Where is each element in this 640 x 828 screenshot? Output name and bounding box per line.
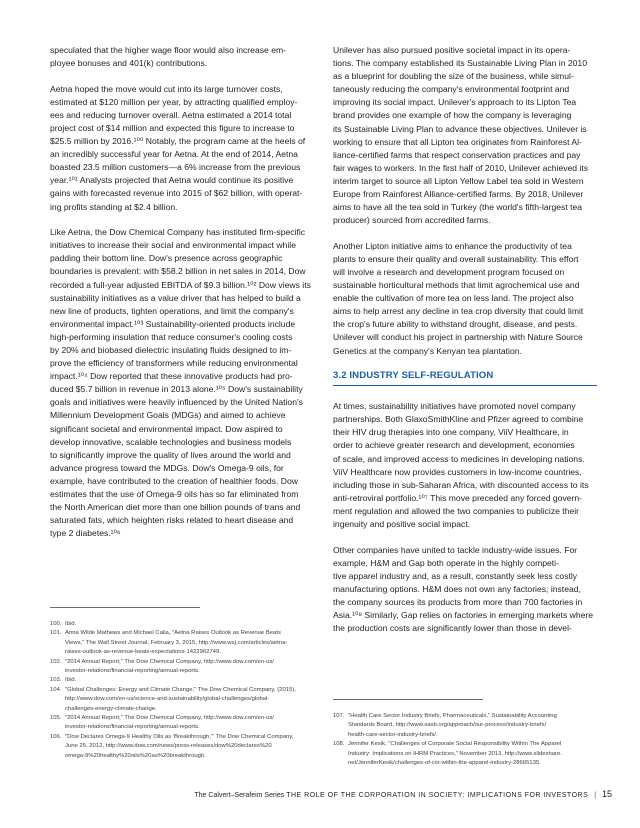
footnote [50,658,314,677]
footnote-text: "Health Care Sector Industry Briefs, Pharmaceuticals," Sustainability Accounting Standards Board, http://www.sasb.org/approach/our-process/industry-briefs/ health-care-sector-industry-briefs/. [348,713,557,738]
footnote [50,629,314,657]
footnote [50,733,314,761]
footnote-divider [50,607,200,608]
page-number: 15 [601,789,612,799]
footnote-text: "2014 Annual Report," The Dow Chemical Company, http://www.dow.com/en-us/ investor-relations/financial-reporting/annual-reports. [65,658,274,675]
footnote-divider [333,699,483,700]
footnote-number: 100. [50,621,62,627]
footnote-number: 102. [50,658,62,665]
body-paragraph: speculated that the higher wage floor would also increase em- ployee bonuses and 401(k) contributions. [50,45,286,69]
footnote [50,686,314,714]
footnote-text: Anna Wilde Mathews and Michael Calia, "Aetna Raises Outlook as Revenue Beats Views," The Wall Street Journal, February 3, 2015, http://www.wsj.com/articles/aetna- raises-outlook-as-revenue-beats-expectations-1422962749. [65,630,288,656]
section-heading: 3.2 INDUSTRY SELF-REGULATION [333,370,494,382]
footer-title: THE ROLE OF THE CORPORATION IN SOCIETY: IMPLICATIONS FOR INVESTORS [286,792,589,799]
footnote-number: 103. [50,677,62,684]
right-column [333,44,597,648]
page-footer [194,789,612,799]
footnote-text: "2014 Annual Report," The Dow Chemical Company, http://www.dow.com/en-us/ investor-relations/financial-reporting/annual-reports. [65,715,274,731]
section-heading-rule [333,385,597,386]
footnote [333,740,597,768]
left-footnotes [50,607,314,761]
footnote-text: "Dow Declares Omega-9 Healthy Oils as 'Breakthrough,'" The Dow Chemical Company, June 25, 2012, http://www.dow.com/news/press-releases/dow%20declares%20 omega-9%20healthy%20oils%20as%20breakthrough. [65,733,294,759]
footnote [50,620,314,629]
footnote-text: Ibid. [65,621,77,627]
footer-series: The Calvert–Serafeim Series [194,792,285,799]
footnote-text: "Global Challenges: Energy and Climate Change," The Dow Chemical Company, (2015), http://www.dow.com/en-us/science-and-sustainability/global-challenges/global- challenges-energy-climate-change. [65,686,296,712]
body-paragraph: Other companies have united to tackle industry-wide issues. For example, H&M and Gap both operate in the highly competi- tive apparel industry and, as a result, constantly seek less costly manufacturing options. H&M does not own any factories; instead, the company sources its products from more than 700 factories in Asia.¹⁰⁸ Similarly, Gap relies on factories in emerging markets where the production costs are significantly lower than those in devel- [333,544,594,634]
footnote [50,714,314,733]
footnote-number: 101. [50,630,62,637]
right-footnotes [333,699,597,768]
footnote-number: 105. [50,715,62,722]
body-paragraph: At times, sustainability initiatives have promoted novel company partnerships. Both GlaxoSmithKline and Pfizer agreed to combine their HIV drug therapies into one company, ViiV Healthcare, in order to achieve greater research and development, economies of scale, and improved access to medicines in developing nations. ViiV Healthcare now provides customers in low-income countries, including those in sub-Saharan Africa, with discounted access to its anti-retroviral portfolio.¹⁰⁷ This move preceded any forced govern- ment regulation and allowed the two companies to publicize their ingenuity and positive social impact. [333,401,589,529]
footnote-number: 107. [333,713,345,719]
body-paragraph: Unilever has also pursued positive societal impact in its opera- tions. The company established its Sustainable Living Plan in 2010 as a blueprint for doubling the size of the business, while simul- taneously reducing the company's environmental footprint and improving its social impact. Unilever's approach to its Lipton Tea brand provides one example of how the company is leveraging its Sustainable Living Plan to advance these objectives. Unilever is working to ensure that all Lipton tea originates from Rainforest Al- liance-certified farms that respect conservation practices and pay fair wages to workers. In the first half of 2010, Unilever achieved its interim target to source all Lipton Yellow Label tea sold in Western Europe from Rainforest Alliance-certified farms. By 2018, Unilever aims to have all the tea sold in Turkey (the world's fifth-largest tea producer) sourced from accredited farms. [333,45,589,226]
footnote-number: 108. [333,741,345,748]
footnote [333,712,597,740]
body-paragraph: Aetna hoped the move would cut into its large turnover costs, estimated at $120 million per year, by attracting qualified employ- ees and reducing turnover overall. Aetna estimated a 2014 total project cost of $14 million and expected this figure to increase to $25.5 million by 2016.¹⁰⁰ Notably, the program came at the heels of an incredibly successful year for Aetna. At the end of 2014, Aetna boasted 23.5 million customers—a 6% increase from the previous year.¹⁰¹ Analysts projected that Aetna would continue its positive gains with forecasted revenue into 2015 of $62 billion, with operat- ing profits standing at $2.4 billion. [50,83,306,212]
left-column [50,44,314,553]
footnote-text: Jennifer Kesik, "Challenges of Corporate Social Responsibility Within The Apparel Industry: Implications on IHRM Practices," November 2013, http://www.slideshare. net/JenniferKesik/challenges-of-csr-within-the-apparel-industry-28665135. [348,741,562,767]
footnote-number: 104. [50,686,62,693]
footnote-text: Ibid. [65,677,77,684]
footer-separator: | [594,792,597,799]
footnote-number: 106. [50,733,62,740]
footnote [50,676,314,685]
body-paragraph: Like Aetna, the Dow Chemical Company has instituted firm-specific initiatives to increase their social and environmental impact while padding their bottom line. Dow's presence across geographic boundaries is prevalent: with $58.2 billion in net sales in 2014, Dow recorded a full-year adjusted EBITDA of $9.3 billion.¹⁰² Dow views its sustainability initiatives as a value driver that has helped to build a new line of products, tighten operations, and limit the company's environmental impact.¹⁰³ Sustainability-oriented products include high-performing insulation that reduce consumer's cooling costs by 20% and biobased dielectric insulating fluids designed to im- prove the efficiency of transformers while reducing environmental impact.¹⁰⁴ Dow reported that these innovative products had pro- duced $5.7 billion in revenue in 2013 alone.¹⁰⁵ Dow's sustainability goals and initiatives were heavily influenced by the United Nation's Millennium Development Goals (MDGs) and aimed to achieve significant societal and environmental impact. Dow aspired to develop innovative, scalable technologies and business models to significantly improve the quality of lives around the world and advance progress toward the MDGs. Dow's Omega-9 oils, for example, have contributed to the creation of healthier foods. Dow estimates that the use of Omega-9 oils has so far eliminated from the North American diet more than one billion pounds of trans and saturated fats, which heighten risks related to heart disease and type 2 diabetes.¹⁰⁶ [50,227,311,539]
body-paragraph: Another Lipton initiative aims to enhance the productivity of tea plants to ensure their quality and overall sustainability. This effort will involve a research and development program focused on sustainable horticultural methods that limit agrochemical use and enable the cultivation of more tea on less land. The project also aims to help arrest any decline in tea crop diversity that could limit the crop's future ability to withstand drought, disease, and pests. Unilever will conduct his project in partnership with Nature Source Genetics at the company's Kenyan tea plantation. [333,240,584,356]
